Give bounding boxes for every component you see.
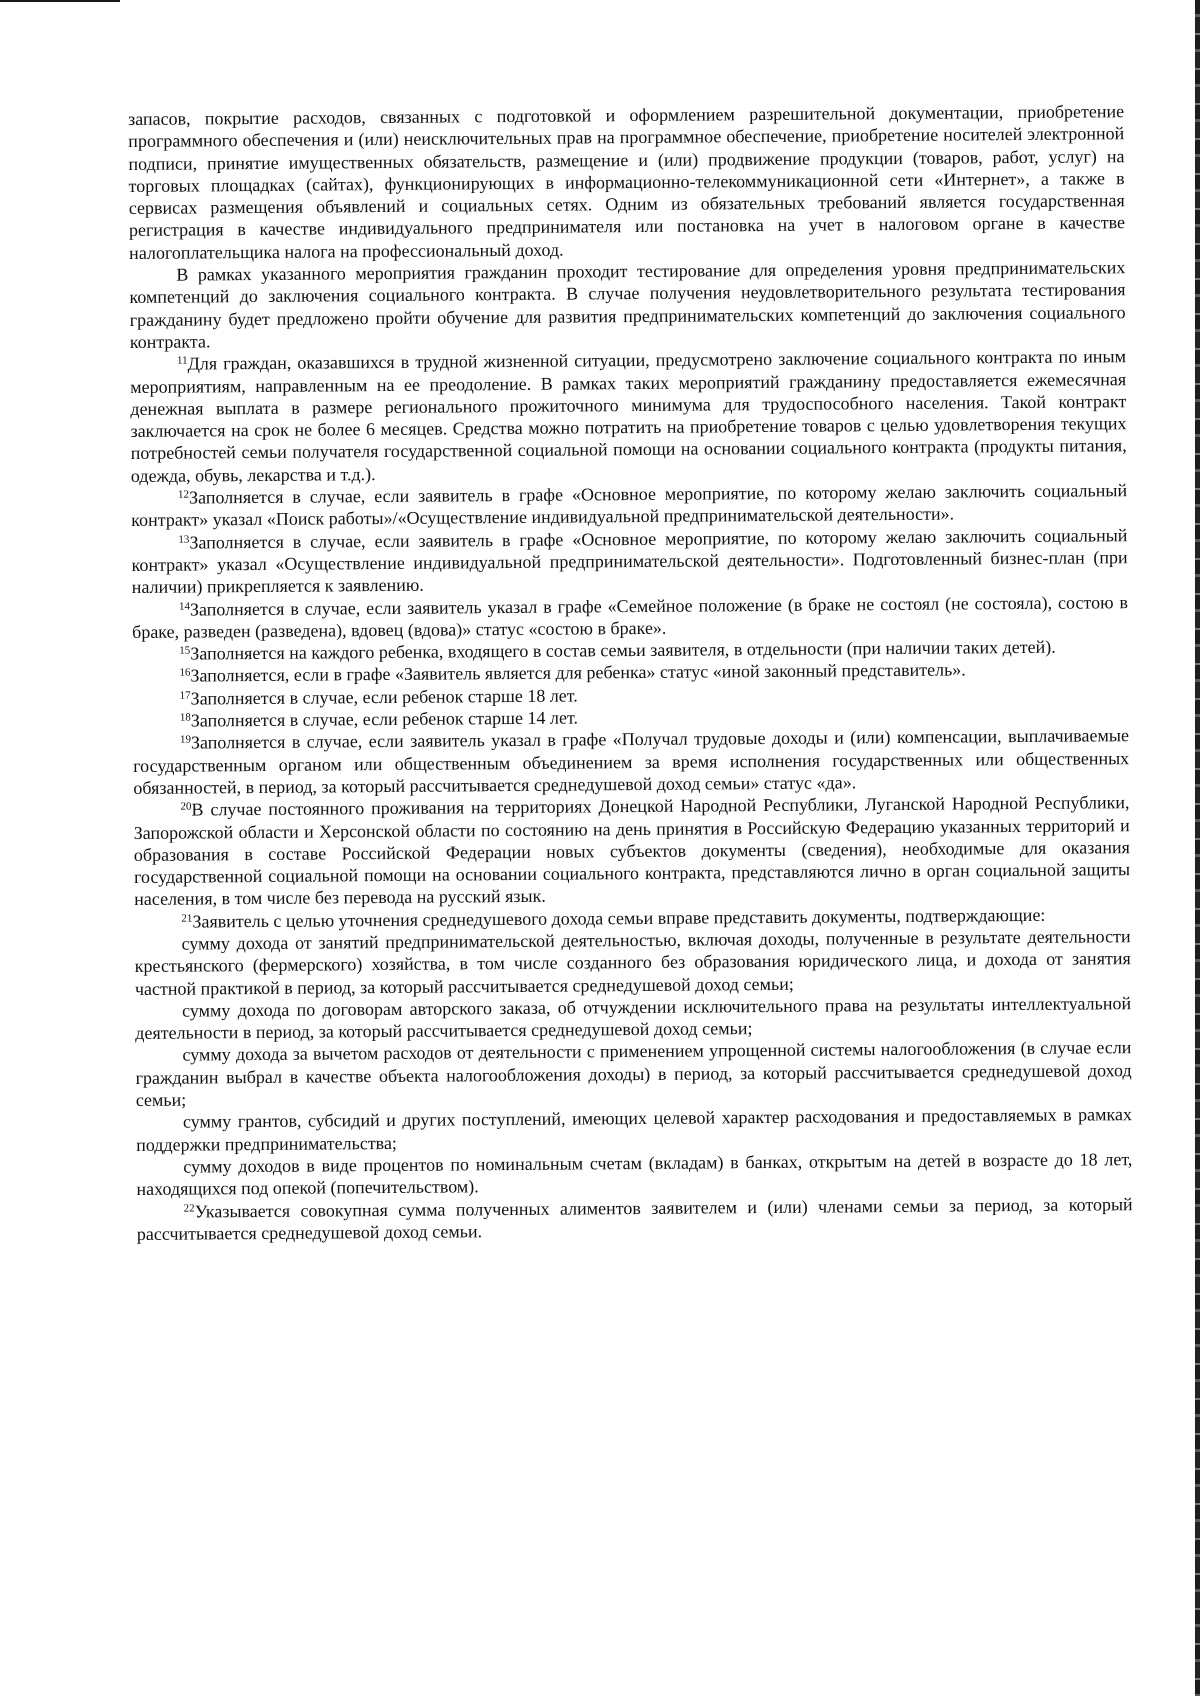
footnote-16: $^{16}$Заполняется, если в графе «Заявитель является для ребенка» статус «иной законный представитель». [179,659,966,686]
footnote-marker: 17 [179,689,191,702]
list-item-business-income: сумму дохода от занятий предпринимательской деятельностью, включая доходы, полученные в результате деятельности крестьянского (фермерского) хозяйства, в том числе созданного без образования юридического лица, и дохода от занятия частной практикой в период, за который рассчитывается среднедушевой доход семьи; [134,926,1131,999]
footnote-12: $^{12}$Заполняется в случае, если заявитель в графе «Основное мероприятие, по которому желаю заключить социальный контракт» указал «Поиск работы»/«Осуществление индивидуальной предпринимательской деятельности». [131,480,1128,531]
footnote-15: $^{15}$Заполняется на каждого ребенка, входящего в состав семьи заявителя, в отдельности (при наличии таких детей). [179,636,1056,664]
scan-artifact-top [0,0,120,2]
footnote-marker: 22 [183,1202,195,1215]
document-body [128,100,1133,1245]
paragraph-continuation: запасов, покрытие расходов, связанных с подготовкой и оформлением разрешительной документации, приобретение программного обеспечения и (или) неисключительных прав на программное обеспечение, приобретение носителей электронной подписи, принятие имущественных обязательств, размещение и (или) продвижение продукции (товаров, работ, услуг) на торговых площадках (сайтах), функционирующих в информационно-телекоммуникационной сети «Интернет», а также в сервисах размещения объявлений и социальных сетях. Одним из обязательных требований является государственная регистрация в качестве индивидуального предпринимателя или постановка на учет в налоговом органе в качестве налогоплательщика налога на профессиональный доход. [128,101,1126,263]
footnote-marker: 21 [181,912,193,925]
footnote-11: $^{11}$Для граждан, оказавшихся в трудной жизненной ситуации, предусмотрено заключение социального контракта по иным мероприятиям, направленным на ее преодоление. В рамках таких мероприятий гражданину предоставляется ежемесячная денежная выплата в размере регионального прожиточного минимума для трудоспособного населения. Такой контракт заключается на срок не более 6 месяцев. Средства можно потратить на приобретение товаров с целью удовлетворения текущих потребностей семьи получателя государственной социальной помощи на основании социального контракта (продукты питания, одежда, обувь, лекарства и т.д.). [130,346,1127,486]
list-item-simplified-tax: сумму дохода за вычетом расходов от деятельности с применением упрощенной системы налогообложения (в случае если гражданин выбрал в качестве объекта налогообложения доходы) в период, за который рассчитывается среднедушевой доход семьи; [135,1037,1132,1111]
footnote-20: $^{20}$В случае постоянного проживания на территориях Донецкой Народной Республики, Луганской Народной Республики, Запорожской области и Херсонской области по состоянию на день принятия в Российскую Федерацию указанных территорий и образования в составе Российской Федерации новых субъектов документы (сведения), необходимые для оказания государственной социальной помощи на основании социального контракта, представляются лично в орган социальной защиты населения, в том числе без перевода на русский язык. [133,792,1131,910]
footnote-14: $^{14}$Заполняется в случае, если заявитель указал в графе «Семейное положение (в браке не состоял (не состояла), состою в браке, разведен (разведена), вдовец (вдова)» статус «состою в браке». [132,591,1128,642]
footnote-18: $^{18}$Заполняется в случае, если ребенок старше 14 лет. [179,707,579,731]
footnote-marker: 18 [179,711,191,724]
footnote-19: $^{19}$Заполняется в случае, если заявитель указал в графе «Получал трудовые доходы и (или) компенсации, выплачиваемые государственным органом или общественным объединением за время исполнения государственных или общественных обязанностей, в период, за который рассчитывается среднедушевой доход семьи» статус «да». [133,725,1130,798]
footnote-marker: 19 [179,733,192,746]
footnote-marker: 14 [178,600,190,613]
footnote-17: $^{17}$Заполняется в случае, если ребенок старше 18 лет. [179,685,578,709]
footnote-marker: 11 [176,354,188,367]
list-item-deposit-interest: сумму доходов в виде процентов по номинальным счетам (вкладам) в банках, открытым на детей в возрасте до 18 лет, находящихся под опекой (попечительством). [136,1149,1133,1200]
footnote-marker: 20 [180,800,192,813]
list-item-grants: сумму грантов, субсидий и других поступлений, имеющих целевой характер расходования и предоставляемых в рамках поддержки предпринимательства; [136,1104,1133,1155]
paragraph-testing: В рамках указанного мероприятия гражданин проходит тестирование для определения уровня предпринимательских компетенций до заключения социального контракта. В случае получения неудовлетворительного результата тестирования гражданину будет предложено пройти обучение для развития предпринимательских компетенций до заключения социального контракта. [129,257,1126,352]
footnote-21: $^{21}$Заявитель с целью уточнения среднедушевого дохода семьи вправе представить документы, подтверждающие: [181,904,1046,932]
scan-artifact-right-edge [1195,0,1200,1696]
footnote-marker: 12 [177,488,190,501]
footnote-22: $^{22}$Указывается совокупная сумма полученных алиментов заявителем и (или) членами семьи за период, за который рассчитывается среднедушевой доход семьи. [136,1193,1133,1244]
footnote-marker: 13 [178,533,190,546]
list-item-author-contract: сумму дохода по договорам авторского заказа, об отчуждении исключительного права на результаты интеллектуальной деятельности в период, за который рассчитывается среднедушевой доход семьи; [135,993,1132,1044]
footnote-marker: 16 [179,666,191,680]
footnote-13: $^{13}$Заполняется в случае, если заявитель в графе «Основное мероприятие, по которому желаю заключить социальный контракт» указал «Осуществление индивидуальной предпринимательской деятельности». Подготовленный бизнес-план (при наличии) прикрепляется к заявлению. [131,524,1128,598]
footnote-marker: 15 [179,644,191,657]
